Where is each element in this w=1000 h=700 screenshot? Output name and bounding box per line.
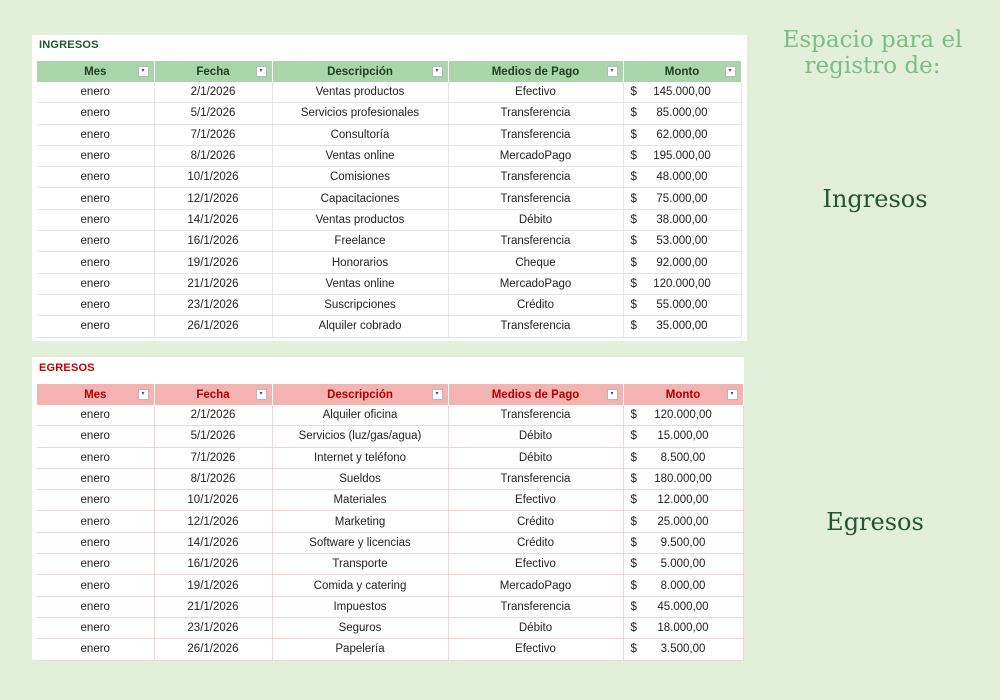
column-header-label: Monto [665, 388, 701, 401]
column-header-fecha[interactable] [154, 61, 272, 82]
table-row[interactable] [37, 617, 743, 638]
cell-fecha[interactable]: 23/1/2026 [154, 617, 272, 638]
cell-descripcion[interactable]: Honorarios [272, 252, 448, 273]
cell-descripcion[interactable]: Seguros [272, 617, 448, 638]
table-row[interactable] [37, 447, 743, 468]
cell-descripcion[interactable]: Servicios profesionales [272, 103, 448, 124]
column-header-label: Descripción [327, 388, 393, 401]
amount-value: 180.000,00 [654, 473, 712, 486]
cell-descripcion[interactable]: Ventas online [272, 145, 448, 166]
table-row[interactable] [37, 511, 743, 532]
cell-medio-de-pago[interactable]: Efectivo [448, 82, 623, 103]
cell-descripcion[interactable]: Papelería [272, 639, 448, 660]
currency-symbol: $ [630, 451, 637, 464]
cell-mes[interactable]: enero [37, 209, 154, 230]
cell-fecha[interactable]: 16/1/2026 [154, 554, 272, 575]
currency-symbol: $ [630, 515, 637, 528]
cell-descripcion[interactable]: Capacitaciones [272, 188, 448, 209]
cell-descripcion[interactable]: Alquiler cobrado [272, 316, 448, 337]
cell-mes[interactable]: enero [37, 167, 154, 188]
currency-symbol: $ [630, 409, 637, 422]
egresos-table [37, 384, 744, 661]
filter-dropdown-icon[interactable]: ▾ [256, 66, 267, 77]
cell-medio-de-pago[interactable]: Débito [448, 209, 623, 230]
cell-descripcion[interactable]: Comida y catering [272, 575, 448, 596]
amount-value: 53.000,00 [656, 235, 708, 248]
table-row[interactable] [37, 231, 741, 252]
table-row[interactable] [37, 294, 741, 315]
cell-fecha[interactable]: 2/1/2026 [154, 82, 272, 103]
cell-monto[interactable] [623, 554, 743, 575]
cell-fecha[interactable]: 12/1/2026 [154, 511, 272, 532]
cell-fecha[interactable]: 19/1/2026 [154, 252, 272, 273]
cell-medio-de-pago[interactable]: Transferencia [448, 231, 623, 252]
cell-monto[interactable] [623, 316, 741, 337]
cell-fecha[interactable]: 7/1/2026 [154, 124, 272, 145]
cell-mes[interactable]: enero [37, 490, 154, 511]
currency-symbol: $ [630, 558, 637, 571]
table-row[interactable] [37, 209, 741, 230]
cell-mes[interactable]: enero [37, 617, 154, 638]
cell-fecha[interactable]: 16/1/2026 [154, 231, 272, 252]
cell-monto[interactable] [623, 231, 741, 252]
table-row[interactable] [37, 252, 741, 273]
filter-dropdown-icon[interactable]: ▾ [607, 389, 618, 400]
currency-symbol: $ [630, 299, 637, 312]
cell-monto[interactable] [623, 468, 743, 489]
cell-fecha[interactable]: 8/1/2026 [154, 468, 272, 489]
currency-symbol: $ [630, 128, 637, 141]
cell-mes[interactable]: enero [37, 273, 154, 294]
filter-dropdown-icon[interactable]: ▾ [727, 389, 738, 400]
cell-medio-de-pago[interactable]: Transferencia [448, 188, 623, 209]
cell-descripcion[interactable]: Consultoría [272, 124, 448, 145]
table-row[interactable] [37, 405, 743, 426]
cell-descripcion[interactable]: Ventas productos [272, 209, 448, 230]
cell-medio-de-pago[interactable]: Efectivo [448, 490, 623, 511]
currency-symbol: $ [630, 536, 637, 549]
cell-medio-de-pago[interactable]: Débito [448, 447, 623, 468]
column-header-mes[interactable] [37, 384, 154, 405]
cell-mes[interactable]: enero [37, 294, 154, 315]
cell-medio-de-pago[interactable]: MercadoPago [448, 273, 623, 294]
column-header-label: Fecha [196, 388, 230, 401]
table-row[interactable] [37, 426, 743, 447]
currency-symbol: $ [630, 430, 637, 443]
column-header-fecha[interactable] [154, 384, 272, 405]
table-row[interactable] [37, 188, 741, 209]
cell-medio-de-pago[interactable]: Transferencia [448, 167, 623, 188]
cell-descripcion[interactable]: Comisiones [272, 167, 448, 188]
cell-medio-de-pago[interactable]: Débito [448, 426, 623, 447]
cell-monto[interactable] [623, 167, 741, 188]
amount-value: 48.000,00 [656, 171, 708, 184]
currency-symbol: $ [630, 107, 637, 120]
table-row[interactable] [37, 490, 743, 511]
cell-medio-de-pago[interactable]: Crédito [448, 511, 623, 532]
filter-dropdown-icon[interactable]: ▾ [256, 389, 267, 400]
cell-descripcion[interactable]: Ventas productos [272, 82, 448, 103]
column-header-label: Fecha [196, 65, 230, 78]
cell-monto[interactable] [623, 490, 743, 511]
cell-descripcion[interactable]: Freelance [272, 231, 448, 252]
column-header-medios-de-pago[interactable] [448, 61, 623, 82]
column-header-monto[interactable] [623, 384, 743, 405]
egresos-panel [32, 357, 744, 660]
ingresos-panel [32, 35, 747, 341]
cell-monto[interactable] [623, 532, 743, 553]
cell-descripcion[interactable]: Transporte [272, 554, 448, 575]
amount-value: 18.000,00 [657, 622, 709, 635]
filter-dropdown-icon[interactable]: ▾ [138, 66, 149, 77]
amount-value: 38.000,00 [656, 213, 708, 226]
currency-symbol: $ [630, 256, 637, 269]
cell-medio-de-pago[interactable]: Efectivo [448, 639, 623, 660]
cell-fecha[interactable]: 10/1/2026 [154, 490, 272, 511]
column-header-descripcion[interactable] [272, 61, 448, 82]
side-ingresos-label: Ingresos [822, 185, 928, 213]
cell-mes[interactable]: enero [37, 511, 154, 532]
ingresos-table [37, 61, 742, 338]
cell-descripcion[interactable]: Marketing [272, 511, 448, 532]
cell-fecha[interactable]: 10/1/2026 [154, 167, 272, 188]
cell-fecha[interactable]: 26/1/2026 [154, 316, 272, 337]
table-row[interactable] [37, 532, 743, 553]
side-header-text: Espacio para el registro de: [782, 27, 963, 79]
cell-descripcion[interactable]: Internet y teléfono [272, 447, 448, 468]
cell-fecha[interactable]: 5/1/2026 [154, 103, 272, 124]
cell-fecha[interactable]: 8/1/2026 [154, 145, 272, 166]
cell-monto[interactable] [623, 639, 743, 660]
amount-value: 45.000,00 [657, 600, 709, 613]
cell-fecha[interactable]: 21/1/2026 [154, 596, 272, 617]
amount-value: 25.000,00 [657, 515, 709, 528]
amount-value: 92.000,00 [656, 256, 708, 269]
currency-symbol: $ [630, 622, 637, 635]
amount-value: 75.000,00 [656, 192, 708, 205]
cell-monto[interactable] [623, 103, 741, 124]
currency-symbol: $ [630, 473, 637, 486]
cell-mes[interactable]: enero [37, 252, 154, 273]
table-row[interactable] [37, 124, 741, 145]
cell-mes[interactable]: enero [37, 188, 154, 209]
cell-mes[interactable]: enero [37, 316, 154, 337]
ingresos-header-row [37, 61, 741, 82]
amount-value: 195.000,00 [653, 150, 711, 163]
cell-monto[interactable] [623, 511, 743, 532]
currency-symbol: $ [630, 192, 637, 205]
table-row[interactable] [37, 145, 741, 166]
amount-value: 35.000,00 [656, 320, 708, 333]
table-row[interactable] [37, 82, 741, 103]
cell-descripcion[interactable]: Alquiler oficina [272, 405, 448, 426]
cell-mes[interactable]: enero [37, 447, 154, 468]
amount-value: 85.000,00 [656, 107, 708, 120]
cell-mes[interactable]: enero [37, 532, 154, 553]
currency-symbol: $ [630, 579, 637, 592]
amount-value: 145.000,00 [653, 86, 711, 99]
currency-symbol: $ [630, 86, 637, 99]
cell-monto[interactable] [623, 447, 743, 468]
cell-fecha[interactable]: 2/1/2026 [154, 405, 272, 426]
cell-medio-de-pago[interactable]: Cheque [448, 252, 623, 273]
column-header-label: Medios de Pago [491, 65, 580, 78]
cell-monto[interactable] [623, 617, 743, 638]
cell-fecha[interactable]: 19/1/2026 [154, 575, 272, 596]
egresos-title: EGRESOS [39, 362, 95, 374]
filter-dropdown-icon[interactable]: ▾ [432, 66, 443, 77]
cell-mes[interactable]: enero [37, 639, 154, 660]
cell-medio-de-pago[interactable]: MercadoPago [448, 575, 623, 596]
column-header-label: Mes [84, 388, 107, 401]
cell-medio-de-pago[interactable]: Transferencia [448, 316, 623, 337]
currency-symbol: $ [630, 320, 637, 333]
currency-symbol: $ [630, 600, 637, 613]
table-row[interactable] [37, 103, 741, 124]
amount-value: 3.500,00 [660, 643, 706, 656]
cell-fecha[interactable]: 14/1/2026 [154, 532, 272, 553]
amount-value: 120.000,00 [653, 277, 711, 290]
cell-medio-de-pago[interactable]: Transferencia [448, 468, 623, 489]
currency-symbol: $ [630, 494, 637, 507]
cell-mes[interactable]: enero [37, 103, 154, 124]
amount-value: 8.500,00 [660, 451, 706, 464]
column-header-label: Mes [84, 65, 107, 78]
cell-medio-de-pago[interactable]: Transferencia [448, 596, 623, 617]
ingresos-body [37, 82, 741, 337]
filter-dropdown-icon[interactable]: ▾ [607, 66, 618, 77]
amount-value: 15.000,00 [657, 430, 709, 443]
cell-medio-de-pago[interactable]: Débito [448, 617, 623, 638]
column-header-label: Medios de Pago [491, 388, 580, 401]
table-row[interactable] [37, 575, 743, 596]
table-row[interactable] [37, 596, 743, 617]
cell-descripcion[interactable]: Ventas online [272, 273, 448, 294]
side-egresos-label: Egresos [826, 508, 924, 536]
cell-mes[interactable]: enero [37, 145, 154, 166]
table-row[interactable] [37, 639, 743, 660]
cell-medio-de-pago[interactable]: Crédito [448, 294, 623, 315]
amount-value: 62.000,00 [656, 128, 708, 141]
cell-monto[interactable] [623, 426, 743, 447]
cell-fecha[interactable]: 21/1/2026 [154, 273, 272, 294]
amount-value: 9.500,00 [660, 536, 706, 549]
column-header-medios-de-pago[interactable] [448, 384, 623, 405]
cell-monto[interactable] [623, 575, 743, 596]
column-header-mes[interactable] [37, 61, 154, 82]
cell-medio-de-pago[interactable]: Transferencia [448, 124, 623, 145]
filter-dropdown-icon[interactable]: ▾ [138, 389, 149, 400]
column-header-descripcion[interactable] [272, 384, 448, 405]
column-header-label: Monto [664, 65, 700, 78]
egresos-header-row [37, 384, 743, 405]
table-row[interactable] [37, 468, 743, 489]
cell-mes[interactable]: enero [37, 554, 154, 575]
cell-monto[interactable] [623, 294, 741, 315]
cell-mes[interactable]: enero [37, 468, 154, 489]
currency-symbol: $ [630, 171, 637, 184]
table-row[interactable] [37, 273, 741, 294]
cell-monto[interactable] [623, 252, 741, 273]
filter-dropdown-icon[interactable]: ▾ [432, 389, 443, 400]
cell-mes[interactable]: enero [37, 82, 154, 103]
cell-medio-de-pago[interactable]: MercadoPago [448, 145, 623, 166]
cell-monto[interactable] [623, 596, 743, 617]
currency-symbol: $ [630, 213, 637, 226]
cell-fecha[interactable]: 23/1/2026 [154, 294, 272, 315]
cell-monto[interactable] [623, 124, 741, 145]
amount-value: 120.000,00 [654, 409, 712, 422]
cell-descripcion[interactable]: Software y licencias [272, 532, 448, 553]
cell-fecha[interactable]: 12/1/2026 [154, 188, 272, 209]
cell-descripcion[interactable]: Sueldos [272, 468, 448, 489]
cell-descripcion[interactable]: Materiales [272, 490, 448, 511]
currency-symbol: $ [630, 277, 637, 290]
amount-value: 55.000,00 [656, 299, 708, 312]
cell-fecha[interactable]: 7/1/2026 [154, 447, 272, 468]
cell-fecha[interactable]: 26/1/2026 [154, 639, 272, 660]
cell-monto[interactable] [623, 145, 741, 166]
cell-monto[interactable] [623, 188, 741, 209]
cell-mes[interactable]: enero [37, 426, 154, 447]
egresos-body [37, 405, 743, 660]
column-header-monto[interactable] [623, 61, 741, 82]
cell-mes[interactable]: enero [37, 596, 154, 617]
table-row[interactable] [37, 316, 741, 337]
cell-medio-de-pago[interactable]: Transferencia [448, 103, 623, 124]
cell-mes[interactable]: enero [37, 124, 154, 145]
cell-descripcion[interactable]: Suscripciones [272, 294, 448, 315]
currency-symbol: $ [630, 643, 637, 656]
cell-mes[interactable]: enero [37, 231, 154, 252]
cell-mes[interactable]: enero [37, 405, 154, 426]
currency-symbol: $ [630, 235, 637, 248]
cell-monto[interactable] [623, 209, 741, 230]
filter-dropdown-icon[interactable]: ▾ [725, 66, 736, 77]
table-row[interactable] [37, 167, 741, 188]
amount-value: 5.000,00 [660, 558, 706, 571]
amount-value: 12.000,00 [657, 494, 709, 507]
amount-value: 8.000,00 [660, 579, 706, 592]
cell-monto[interactable] [623, 273, 741, 294]
column-header-label: Descripción [327, 65, 393, 78]
table-row[interactable] [37, 554, 743, 575]
currency-symbol: $ [630, 150, 637, 163]
cell-medio-de-pago[interactable]: Efectivo [448, 554, 623, 575]
cell-mes[interactable]: enero [37, 575, 154, 596]
cell-monto[interactable] [623, 405, 743, 426]
cell-descripcion[interactable]: Servicios (luz/gas/agua) [272, 426, 448, 447]
cell-medio-de-pago[interactable]: Transferencia [448, 405, 623, 426]
cell-fecha[interactable]: 14/1/2026 [154, 209, 272, 230]
ingresos-title: INGRESOS [39, 39, 99, 51]
cell-monto[interactable] [623, 82, 741, 103]
cell-medio-de-pago[interactable]: Crédito [448, 532, 623, 553]
cell-descripcion[interactable]: Impuestos [272, 596, 448, 617]
cell-fecha[interactable]: 5/1/2026 [154, 426, 272, 447]
